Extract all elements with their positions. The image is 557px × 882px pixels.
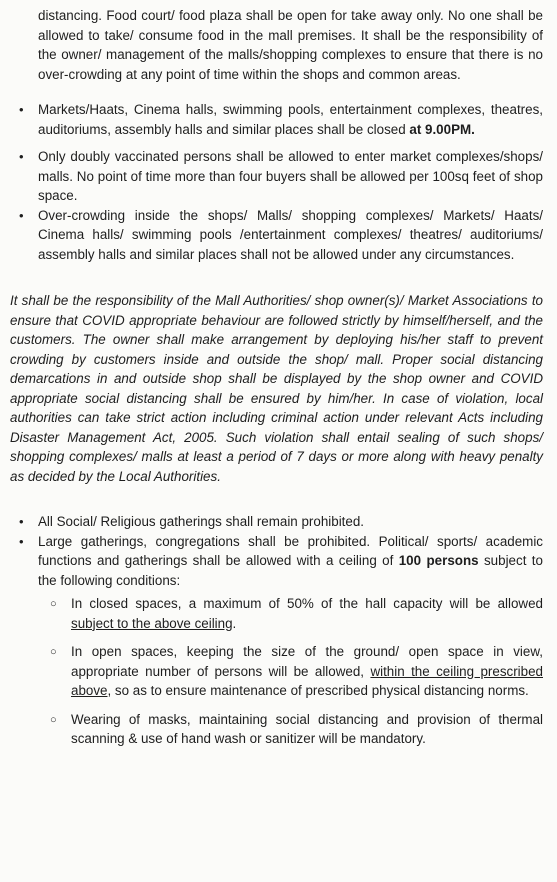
sub-text: Wearing of masks, maintaining social distancing and provision of thermal scanning & use of hand wash or sanitizer will be mandatory. (71, 711, 543, 746)
bullet-icon: • (19, 102, 24, 117)
sub-underlined-text: subject to the above ceiling (71, 615, 233, 631)
bullet-text: Markets/Haats, Cinema halls, swimming pools, entertainment complexes, theatres, auditoriums, assembly halls and similar places shall be closed (38, 102, 543, 137)
bullet-text-tail: subject to the following conditions: (38, 553, 543, 588)
bullet-item-large-gatherings (10, 532, 543, 591)
bullet-icon: • (19, 514, 24, 529)
bullet-item-religious-gatherings (10, 512, 543, 532)
conditions-sub-list (10, 594, 543, 749)
closure-bullet-list (10, 100, 543, 264)
sub-text: In closed spaces, a maximum of 50% of the hall capacity will be allowed (71, 596, 543, 611)
sub-text-tail: . (232, 615, 237, 631)
bullet-icon: • (19, 149, 24, 164)
bullet-text: All Social/ Religious gatherings shall remain prohibited. (38, 514, 365, 529)
sub-item-masks (10, 710, 543, 749)
sub-bullet-icon: ○ (50, 713, 57, 726)
bullet-item-closing-time (10, 100, 543, 139)
bullet-item-overcrowding (10, 206, 543, 265)
intro-paragraph: distancing. Food court/ food plaza shall be open for take away only. No one shall be allowed to take/ consume food in the mall premises. It shall be the responsibility of the owner/ management of the malls/shopping complexes to ensure that there is no over-crowding at any point of time within the shops and common areas. (38, 8, 543, 82)
sub-underlined-text: within the ceiling prescribed above (71, 663, 543, 698)
bullet-text: Over-crowding inside the shops/ Malls/ shopping complexes/ Markets/ Haats/ Cinema halls/ swimming pools /entertainment complexes/ theatres/ auditoriums/ assembly halls and similar places shall not be allowed under any circumstances. (38, 207, 543, 262)
sub-item-closed-spaces (10, 594, 543, 633)
sub-bullet-icon: ○ (50, 598, 57, 610)
sub-item-open-spaces (10, 642, 543, 701)
bullet-icon: • (19, 207, 24, 223)
bullet-item-vaccinated-entry (10, 147, 543, 206)
bullet-bold-text: 100 persons (398, 553, 479, 568)
bullet-text: Only doubly vaccinated persons shall be allowed to enter market complexes/shops/ malls. No point of time more than four buyers shall be allowed per 100sq feet of shop space. (38, 149, 543, 203)
responsibility-paragraph: It shall be the responsibility of the Mall Authorities/ shop owner(s)/ Market Associations to ensure that COVID appropriate behaviour are followed strictly by himself/herself, and the customers. The owner shall make arrangement by deploying his/her staff to prevent crowding by customers inside and outside the shop/ mall. Proper social distancing demarcations in and outside shop shall be displayed by the shop owner and COVID appropriate social distancing shall be ensured by him/her. In case of violation, local authorities can take strict action including criminal action under relevant Acts including Disaster Management Act, 2005. Such violation shall entail sealing of such shops/ shopping complexes/ malls at least a period of 7 days or more along with heavy penalty as decided by the Local Authorities. (10, 293, 543, 484)
sub-text-tail: , so as to ensure maintenance of prescribed physical distancing norms. (107, 683, 529, 698)
bullet-text: Large gatherings, congregations shall be prohibited. Political/ sports/ academic functions and gatherings shall be allowed with a ceiling of (38, 533, 543, 568)
bullet-bold-text: at 9.00PM. (409, 121, 475, 137)
gatherings-bullet-list (10, 512, 543, 590)
sub-text: In open spaces, keeping the size of the ground/ open space in view, appropriate number of persons will be allowed, (71, 644, 543, 679)
sub-bullet-icon: ○ (50, 646, 57, 658)
bullet-icon: • (19, 533, 24, 549)
